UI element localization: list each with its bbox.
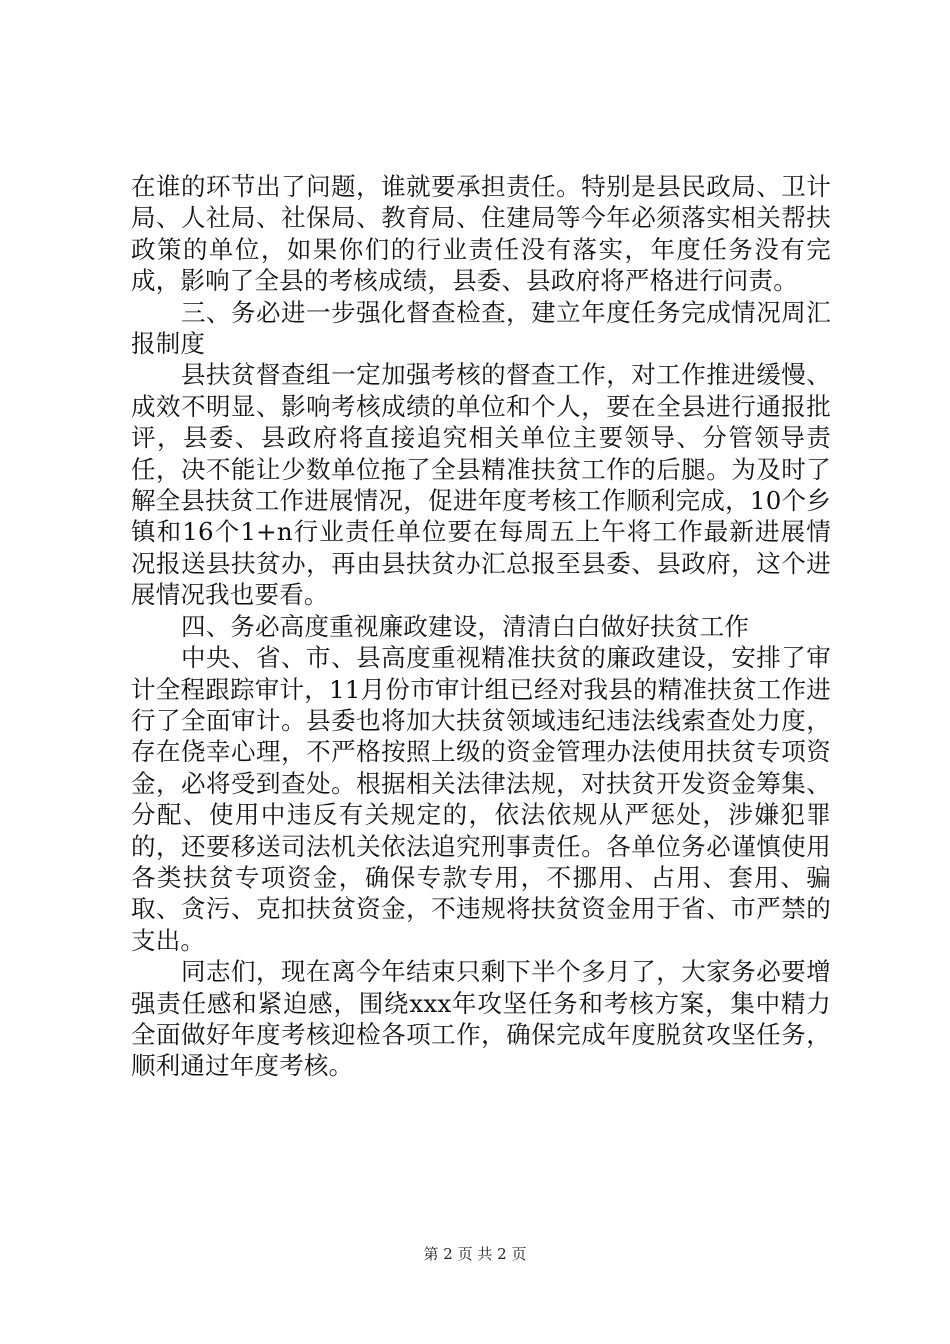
section-heading-3: 三、务必进一步强化督查检查，建立年度任务完成情况周汇报制度	[131, 297, 831, 359]
paragraph-continued: 在谁的环节出了问题，谁就要承担责任。特别是县民政局、卫计局、人社局、社保局、教育局、住建局等今年必须落实相关帮扶政策的单位，如果你们的行业责任没有落实，年度任务没有完成，影响了全县的考核成绩，县委、县政府将严格进行问责。	[131, 172, 831, 296]
closing-paragraph: 同志们，现在离今年结束只剩下半个多月了，大家务必要增强责任感和紧迫感，围绕xxx年攻坚任务和考核方案，集中精力全面做好年度考核迎检各项工作，确保完成年度脱贫攻坚任务，顺利通过年度考核。	[131, 957, 831, 1081]
document-body	[131, 171, 831, 1082]
section-heading-4: 四、务必高度重视廉政建设，清清白白做好扶贫工作	[181, 611, 750, 641]
page-number-footer: 第 2 页 共 2 页	[423, 1245, 527, 1263]
paragraph: 中央、省、市、县高度重视精准扶贫的廉政建设，安排了审计全程跟踪审计，11月份市审计组已经对我县的精准扶贫工作进行了全面审计。县委也将加大扶贫领域违纪违法线索查处力度，存在侥幸心理，不严格按照上级的资金管理办法使用扶贫专项资金，必将受到查处。根据相关法律法规，对扶贫开发资金筹集、分配、使用中违反有关规定的，依法依规从严惩处，涉嫌犯罪的，还要移送司法机关依法追究刑事责任。各单位务必谨慎使用各类扶贫专项资金，确保专款专用，不挪用、占用、套用、骗取、贪污、克扣扶贫资金，不违规将扶贫资金用于省、市严禁的支出。	[131, 643, 831, 955]
paragraph: 县扶贫督查组一定加强考核的督查工作，对工作推进缓慢、成效不明显、影响考核成绩的单位和个人，要在全县进行通报批评，县委、县政府将直接追究相关单位主要领导、分管领导责任，决不能让少数单位拖了全县精准扶贫工作的后腿。为及时了解全县扶贫工作进展情况，促进年度考核工作顺利完成，10个乡镇和16个1+n行业责任单位要在每周五上午将工作最新进展情况报送县扶贫办，再由县扶贫办汇总报至县委、县政府，这个进展情况我也要看。	[131, 360, 831, 610]
